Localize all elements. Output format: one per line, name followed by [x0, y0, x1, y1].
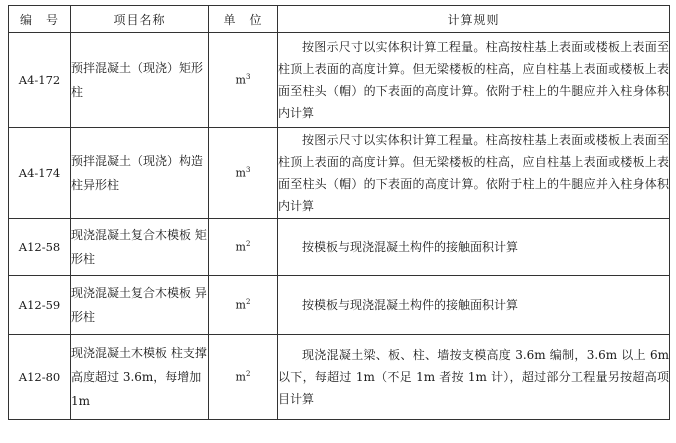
header-rule: 计算规则 [278, 6, 670, 33]
row-unit [209, 219, 278, 276]
table-row [9, 276, 670, 335]
table-row [9, 33, 670, 128]
row-rule: 现浇混凝土梁、板、柱、墙按支模高度 3.6m 编制，3.6m 以上 6m 以下，每超过 1m（不足 1m 者按 1m 计），超过部分工程量另按超高项目计算 [278, 335, 670, 420]
calculation-rules-table [8, 5, 670, 420]
table-row [9, 128, 670, 219]
unit-exponent: 3 [245, 73, 251, 82]
row-code: A4-172 [9, 33, 71, 128]
row-name: 现浇混凝土木模板 柱支撑高度超过 3.6m，每增加 1m [71, 335, 209, 420]
unit-base: m [235, 298, 246, 312]
row-code: A12-80 [9, 335, 71, 420]
unit-exponent: 2 [245, 370, 251, 379]
row-code: A4-174 [9, 128, 71, 219]
unit-exponent: 2 [245, 298, 251, 307]
row-code: A12-58 [9, 219, 71, 276]
unit-exponent: 3 [245, 166, 251, 175]
unit-base: m [235, 240, 246, 254]
header-unit: 单 位 [209, 6, 278, 33]
row-name: 现浇混凝土复合木模板 异形柱 [71, 276, 209, 335]
row-unit [209, 33, 278, 128]
unit-base: m [235, 73, 246, 87]
row-name: 预拌混凝土（现浇）矩形柱 [71, 33, 209, 128]
row-rule: 按模板与现浇混凝土构件的接触面积计算 [278, 276, 670, 335]
row-code: A12-59 [9, 276, 71, 335]
row-rule: 按模板与现浇混凝土构件的接触面积计算 [278, 219, 670, 276]
header-name: 项目名称 [71, 6, 209, 33]
row-unit [209, 335, 278, 420]
table-row [9, 335, 670, 420]
table-row [9, 219, 670, 276]
table-header-row [9, 6, 670, 33]
header-code: 编 号 [9, 6, 71, 33]
unit-exponent: 2 [245, 240, 251, 249]
unit-base: m [235, 166, 246, 180]
unit-base: m [235, 370, 246, 384]
row-rule: 按图示尺寸以实体积计算工程量。柱高按柱基上表面或楼板上表面至柱顶上表面的高度计算。但无梁楼板的柱高，应自柱基上表面或楼板上表面至柱头（帽）的下表面的高度计算。依附于柱上的牛腿应并入柱身体积内计算 [278, 33, 670, 128]
row-name: 现浇混凝土复合木模板 矩形柱 [71, 219, 209, 276]
row-rule: 按图示尺寸以实体积计算工程量。柱高按柱基上表面或楼板上表面至柱顶上表面的高度计算。但无梁楼板的柱高，应自柱基上表面或楼板上表面至柱头（帽）的下表面的高度计算。依附于柱上的牛腿应并入柱身体积内计算 [278, 128, 670, 219]
row-unit [209, 128, 278, 219]
row-name: 预拌混凝土（现浇）构造柱异形柱 [71, 128, 209, 219]
row-unit [209, 276, 278, 335]
